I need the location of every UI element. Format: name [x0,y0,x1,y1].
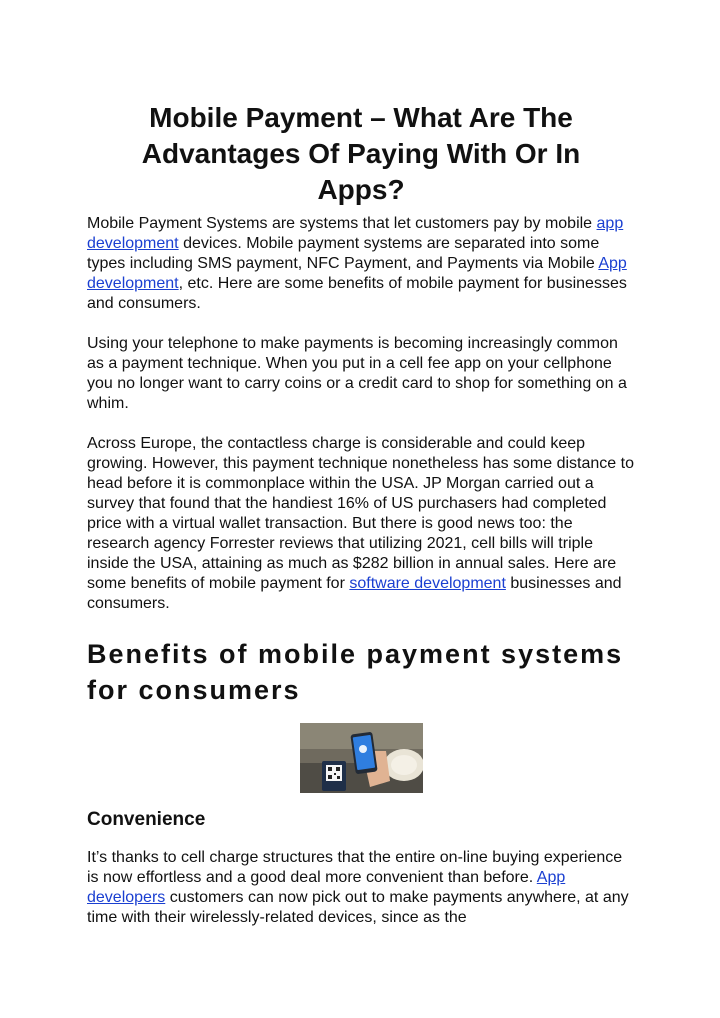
europe-paragraph [87,434,635,614]
intro-text-1: Mobile Payment Systems are systems that let customers pay by mobile [87,215,597,232]
europe-text-1: Across Europe, the contactless charge is considerable and could keep growing. However, this payment technique nonetheless has some distance to head before it is commonplace within the USA. JP Morgan carried out a survey that found that the handiest 16% of US purchasers had completed price with a virtual wallet transaction. But there is good news too: the research agency Forrester reviews that utilizing 2021, cell bills will triple inside the USA, attaining as much as $282 billion in annual sales. Here are some benefits of mobile payment for [87,435,634,592]
convenience-text-1: It’s thanks to cell charge structures that the entire on-line buying experience is now effortless and a good deal more convenient than before. [87,849,623,886]
convenience-heading: Convenience [87,809,206,830]
benefits-heading: Benefits of mobile payment systems for consumers [87,639,624,705]
europe-text-2: businesses and consumers. [87,575,622,612]
intro-text-2: devices. Mobile payment systems are separated into some types including SMS payment, NFC Payment, and Payments via Mobile [87,235,600,272]
page-title: Mobile Payment – What Are The Advantages Of Paying With Or In Apps? [141,102,581,205]
software-development-link[interactable]: software development [349,575,506,592]
telephone-paragraph: Using your telephone to make payments is becoming increasingly common as a payment technique. When you put in a cell fee app on your cellphone you no longer want to carry coins or a credit card to shop for something on a whim. [87,335,627,412]
mobile-payment-photo [300,723,423,793]
app-developers-link[interactable]: App developers [87,869,566,906]
app-development-link[interactable]: app development [87,215,624,252]
convenience-text-2: customers can now pick out to make payments anywhere, at any time with their wirelessly-related devices, since as the [87,889,629,926]
convenience-paragraph [87,848,635,928]
intro-text-3: , etc. Here are some benefits of mobile payment for businesses and consumers. [87,275,627,312]
app-development-link-2[interactable]: App development [87,255,627,292]
intro-paragraph [87,214,635,314]
document-page [87,100,635,928]
